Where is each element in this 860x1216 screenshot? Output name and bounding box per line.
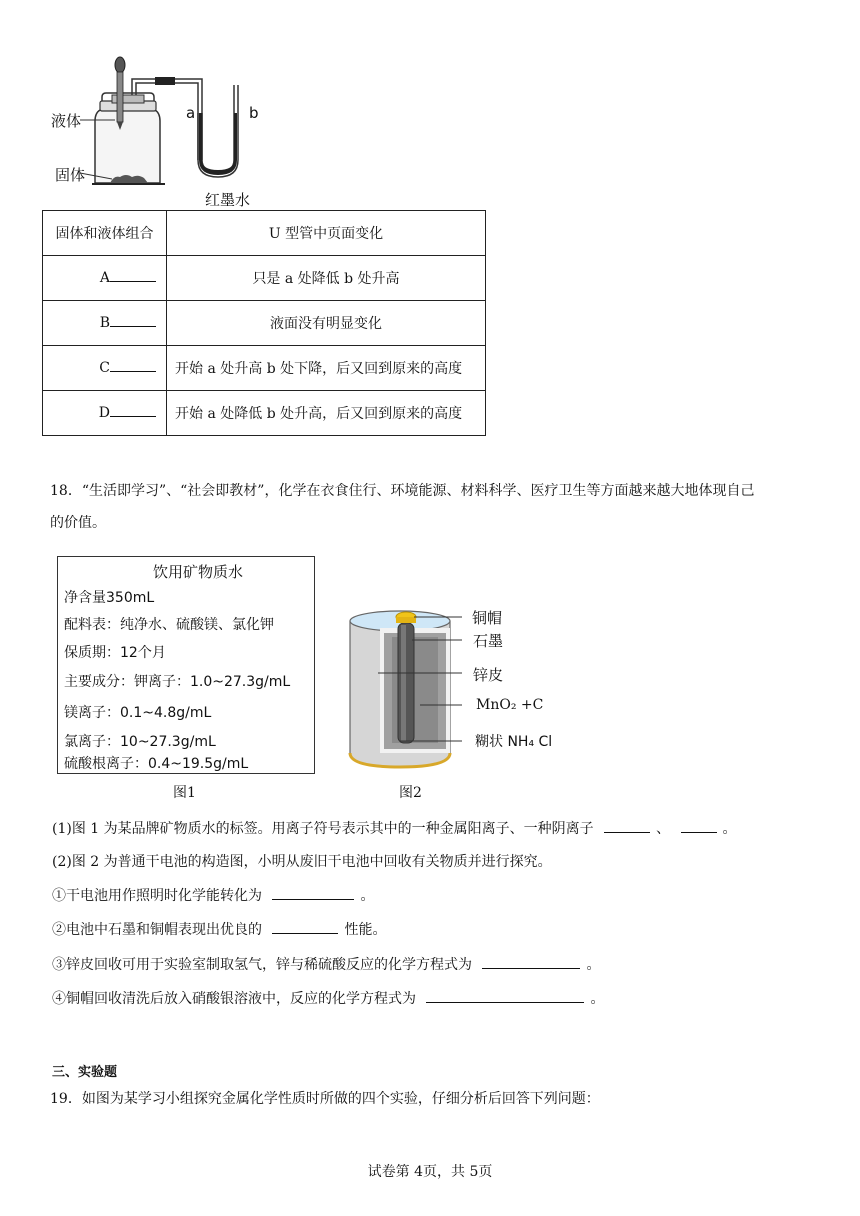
q18-sub2: (2)图 2 为普通干电池的构造图，小明从废旧干电池中回收有关物质并进行探究。 bbox=[52, 854, 552, 870]
label-net: 净含量350mL bbox=[64, 590, 155, 606]
q18-s1: ①干电池用作照明时化学能转化为 。 bbox=[52, 888, 375, 904]
change-cell: 开始 a 处升高 b 处下降，后又回到原来的高度 bbox=[167, 346, 486, 391]
answer-blank-property[interactable] bbox=[272, 933, 338, 934]
answer-blank-zinc-equation[interactable] bbox=[482, 968, 580, 969]
label-title: 饮用矿物质水 bbox=[153, 563, 244, 581]
option-letter: A bbox=[99, 270, 110, 286]
answer-blank[interactable] bbox=[110, 416, 156, 417]
header-combination: 固体和液体组合 bbox=[43, 211, 167, 256]
liquid-label: 液体 bbox=[51, 112, 82, 130]
battery-diagram bbox=[340, 603, 470, 775]
q18-intro-line2: 的价值。 bbox=[50, 515, 106, 531]
q18-s3: ③锌皮回收可用于实验室制取氢气，锌与稀硫酸反应的化学方程式为 。 bbox=[52, 957, 601, 973]
label-mg: 镁离子：0.1~4.8g/mL bbox=[64, 705, 212, 721]
q18-sub1: (1)图 1 为某品牌矿物质水的标签。用离子符号表示其中的一种金属阳离子、一种阴离子 、 。 bbox=[52, 821, 737, 837]
mineral-water-label bbox=[57, 556, 315, 774]
header-change: U 型管中页面变化 bbox=[167, 211, 486, 256]
bottle bbox=[95, 93, 160, 183]
answer-blank[interactable] bbox=[110, 371, 156, 372]
battery-graphite-label: 石墨 bbox=[473, 632, 504, 650]
table-row bbox=[43, 346, 486, 391]
battery-nh4cl-label: 糊状 NH₄ Cl bbox=[475, 734, 553, 750]
table-row bbox=[43, 391, 486, 436]
label-so4: 硫酸根离子：0.4~19.5g/mL bbox=[64, 756, 249, 772]
answer-blank-cation[interactable] bbox=[604, 832, 650, 833]
apparatus-diagram bbox=[40, 55, 280, 210]
table-row bbox=[43, 256, 486, 301]
answer-blank-copper-equation[interactable] bbox=[426, 1002, 584, 1003]
option-letter: D bbox=[98, 405, 110, 421]
option-letter: C bbox=[99, 360, 110, 376]
section3-title: 三、实验题 bbox=[52, 1065, 118, 1080]
solid-label: 固体 bbox=[55, 166, 86, 184]
table-row bbox=[43, 301, 486, 346]
table-header-row bbox=[43, 211, 486, 256]
answer-blank-anion[interactable] bbox=[681, 832, 717, 833]
label-ingredients: 配料表：纯净水、硫酸镁、氯化钾 bbox=[64, 617, 274, 633]
q18-s4: ④铜帽回收清洗后放入硝酸银溶液中，反应的化学方程式为 。 bbox=[52, 991, 605, 1007]
label-cl: 氯离子：10~27.3g/mL bbox=[64, 734, 216, 750]
change-cell: 开始 a 处降低 b 处升高，后又回到原来的高度 bbox=[167, 391, 486, 436]
q18-intro-line1: 18．“生活即学习”、“社会即教材”，化学在衣食住行、环境能源、材料科学、医疗卫生等方面越来越大地体现自己 bbox=[50, 483, 755, 499]
option-letter: B bbox=[99, 315, 110, 331]
a-label: a bbox=[186, 104, 196, 122]
b-label: b bbox=[249, 104, 259, 122]
answer-blank-energy[interactable] bbox=[272, 899, 354, 900]
change-cell: 只是 a 处降低 b 处升高 bbox=[167, 256, 486, 301]
answer-blank[interactable] bbox=[110, 281, 156, 282]
page-footer: 试卷第 4页，共 5页 bbox=[367, 1164, 493, 1180]
red-ink-label: 红墨水 bbox=[205, 191, 251, 209]
fig2-caption: 图2 bbox=[399, 785, 422, 801]
battery-cap-label: 铜帽 bbox=[472, 609, 503, 627]
battery-mno2-label: MnO₂ +C bbox=[476, 697, 544, 713]
q18-s2: ②电池中石墨和铜帽表现出优良的 性能。 bbox=[52, 922, 387, 938]
q19-text: 19．如图为某学习小组探究金属化学性质时所做的四个实验，仔细分析后回答下列问题： bbox=[50, 1091, 600, 1107]
label-shelf: 保质期：12个月 bbox=[64, 645, 166, 661]
fig1-caption: 图1 bbox=[173, 785, 196, 801]
change-cell: 液面没有明显变化 bbox=[167, 301, 486, 346]
battery-zinc-label: 锌皮 bbox=[473, 666, 504, 684]
q17-table bbox=[42, 210, 486, 436]
label-k: 主要成分：钾离子：1.0~27.3g/mL bbox=[64, 674, 291, 690]
red-ink bbox=[199, 113, 237, 175]
answer-blank[interactable] bbox=[110, 326, 156, 327]
